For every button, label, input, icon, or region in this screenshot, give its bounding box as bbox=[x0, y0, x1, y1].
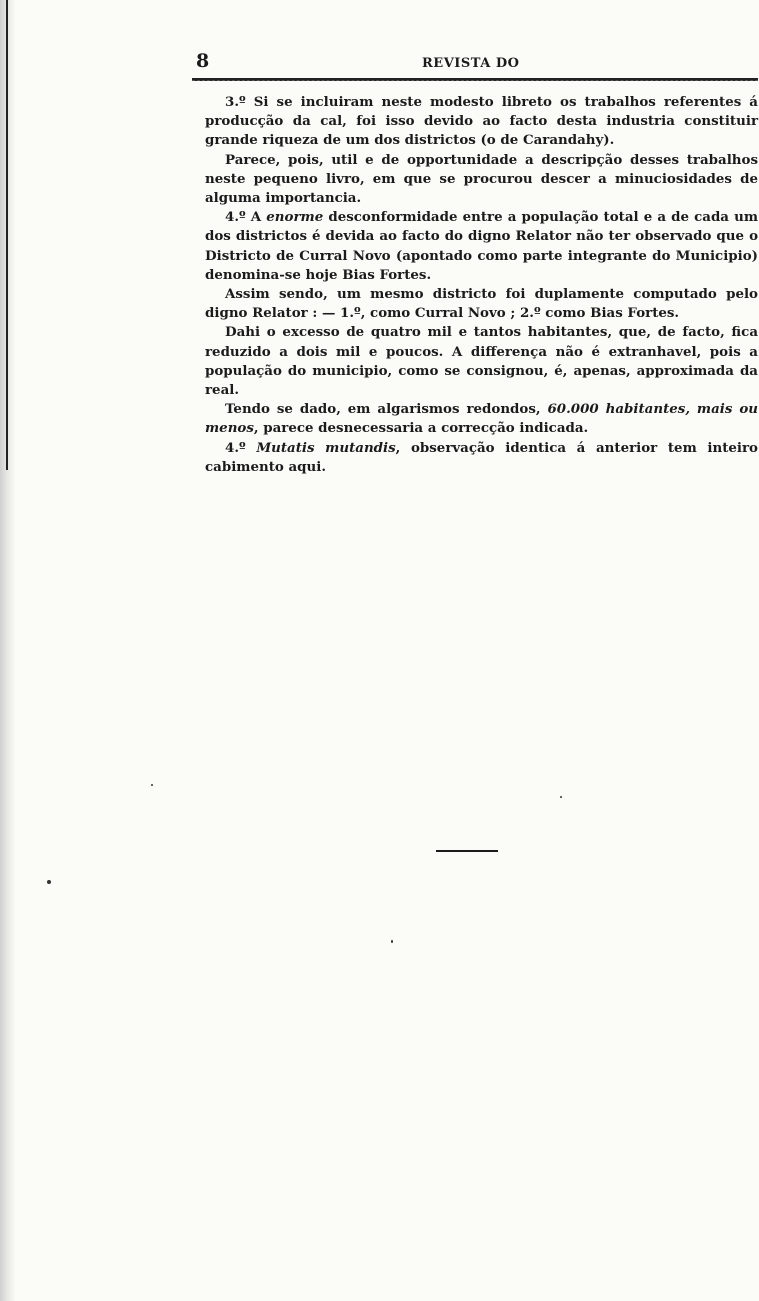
running-head: REVISTA DO bbox=[422, 56, 520, 71]
page-header bbox=[192, 50, 758, 80]
paragraph-note-4a-cont2 bbox=[205, 323, 758, 400]
print-speck bbox=[47, 880, 51, 884]
print-speck bbox=[391, 940, 393, 943]
text-run: , observação identica á anterior tem inteiro cabimento aqui. bbox=[205, 439, 758, 475]
text-run: 4.º A bbox=[225, 209, 267, 226]
text-run: Parece, pois, util e de opportunidade a descripção desses trabalhos neste pequeno livro, em que se procurou descer a minuciosidades de alguma importancia. bbox=[205, 151, 758, 207]
text-run: , parece desnecessaria a correcção indicada. bbox=[253, 420, 589, 437]
text-run: Dahi o excesso de quatro mil e tantos habitantes, que, de facto, fica reduzido a dois mil e poucos. A differença não é extranhavel, pois a população do municipio, como se consignou, é, apenas, approximada da real. bbox=[205, 324, 758, 399]
print-speck bbox=[151, 784, 153, 786]
text-run: Assim sendo, um mesmo districto foi duplamente computado pelo digno Relator : — 1.º, como Curral Novo ; 2.º como Bias Fortes. bbox=[205, 286, 758, 322]
paragraph-note-3-cont bbox=[205, 151, 758, 209]
text-run: desconformidade entre a população total e a de cada um dos districtos é devida ao facto do digno Relator não ter observado que o Districto de Curral Novo (apontado como parte integrante do Municipio) denomina-se hoje Bias Fortes. bbox=[205, 209, 758, 283]
paragraph-note-4a-cont3 bbox=[205, 400, 758, 438]
binding-shadow-line bbox=[6, 0, 8, 470]
paragraph-note-3 bbox=[205, 93, 758, 151]
paragraph-note-4b bbox=[205, 439, 758, 477]
page-binding-edge bbox=[0, 0, 16, 1301]
text-run: 4.º bbox=[225, 439, 257, 456]
page-number: 8 bbox=[196, 50, 210, 72]
italic-run: Mutatis mutandis bbox=[256, 439, 396, 456]
paragraph-note-4a bbox=[205, 208, 758, 285]
print-speck bbox=[560, 796, 562, 798]
body-text bbox=[205, 93, 758, 477]
paragraph-note-4a-cont1 bbox=[205, 285, 758, 323]
text-run: 3.º Si se incluiram neste modesto libreto os trabalhos referentes á producção da cal, foi isso devido ao facto desta industria constituir grande riqueza de um dos districtos (o de Carandahy). bbox=[205, 94, 758, 149]
italic-run: 60.000 habitantes, mais ou menos bbox=[205, 401, 758, 437]
italic-run: enorme bbox=[266, 209, 324, 226]
header-rule bbox=[192, 78, 758, 81]
end-rule bbox=[436, 850, 498, 852]
text-run: Tendo se dado, em algarismos redondos, bbox=[225, 401, 548, 418]
